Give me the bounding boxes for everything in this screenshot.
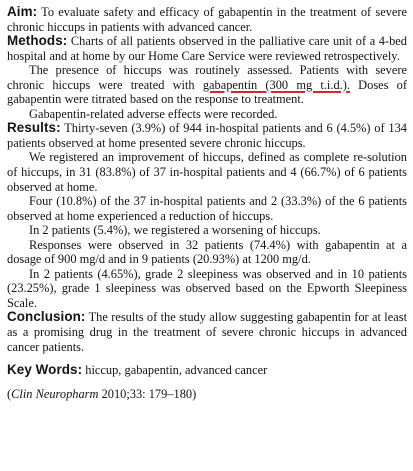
conclusion-heading: Conclusion: bbox=[7, 309, 86, 325]
methods-paragraph-2 bbox=[7, 63, 407, 107]
aim-text: To evaluate safety and efficacy of gabapentin in the treatment of severe chronic hiccups in patients with advanced cancer. bbox=[7, 5, 408, 34]
citation-journal: Clin Neuropharm bbox=[11, 386, 99, 401]
citation bbox=[7, 387, 407, 402]
citation-details: 2010;33: 179–180) bbox=[98, 386, 197, 401]
results-text: Thirty-seven (3.9%) of 944 in-hospital patients and 6 (4.5%) of 134 patients observed at home presented severe chronic hiccups. bbox=[7, 121, 407, 150]
methods-heading: Methods: bbox=[7, 33, 68, 49]
keywords-paragraph bbox=[7, 363, 407, 378]
results-paragraph-4: In 2 patients (5.4%), we registered a worsening of hiccups. bbox=[29, 223, 321, 238]
methods-p2-before: The presence of hiccups was routinely assessed. Patients with severe chronic hiccups were treated with bbox=[7, 63, 407, 92]
results-heading: Results: bbox=[7, 120, 61, 136]
aim-heading: Aim: bbox=[7, 4, 38, 19]
aim-paragraph bbox=[7, 5, 407, 34]
methods-paragraph-3: Gabapentin-related adverse effects were recorded. bbox=[29, 106, 278, 121]
keywords-heading: Key Words: bbox=[7, 362, 83, 378]
conclusion-paragraph bbox=[7, 310, 407, 354]
keywords-text: hiccup, gabapentin, advanced cancer bbox=[85, 363, 268, 378]
results-paragraph-2: We registered an improvement of hiccups, defined as complete re-solution of hiccups, in 31 (83.8%) of 37 in-hospital patients and 4 (66.7%) of 6 patients observed at home. bbox=[7, 150, 407, 194]
results-paragraph-3: Four (10.8%) of the 37 in-hospital patients and 2 (33.3%) of the 6 patients observed at home experienced a reduction of hiccups. bbox=[7, 194, 407, 223]
dosage-highlight: gabapentin (300 mg t.i.d.). bbox=[202, 77, 350, 92]
methods-paragraph bbox=[7, 34, 407, 63]
methods-p2-after: Doses of gabapentin were titrated based on the response to treatment. bbox=[7, 77, 407, 107]
conclusion-text: The results of the study allow suggesting gabapentin for at least as a promising drug in the treatment of severe chronic hiccups in advanced cancer patients. bbox=[7, 310, 408, 354]
results-paragraph-5: Responses were observed in 32 patients (74.4%) with gabapentin at a dosage of 900 mg/d and in 9 patients (20.93%) at 1200 mg/d. bbox=[7, 237, 407, 267]
methods-text: Charts of all patients observed in the palliative care unit of a 4-bed hospital and at home by our Home Care Service were reviewed retrospectively. bbox=[7, 34, 407, 63]
citation-open: ( bbox=[7, 386, 12, 401]
results-paragraph-6: In 2 patients (4.65%), grade 2 sleepiness was observed and in 10 patients (23.25%), grade 1 sleepiness was observed based on the Epworth Sleepiness Scale. bbox=[7, 266, 407, 310]
abstract bbox=[7, 5, 407, 401]
results-paragraph bbox=[7, 121, 407, 150]
